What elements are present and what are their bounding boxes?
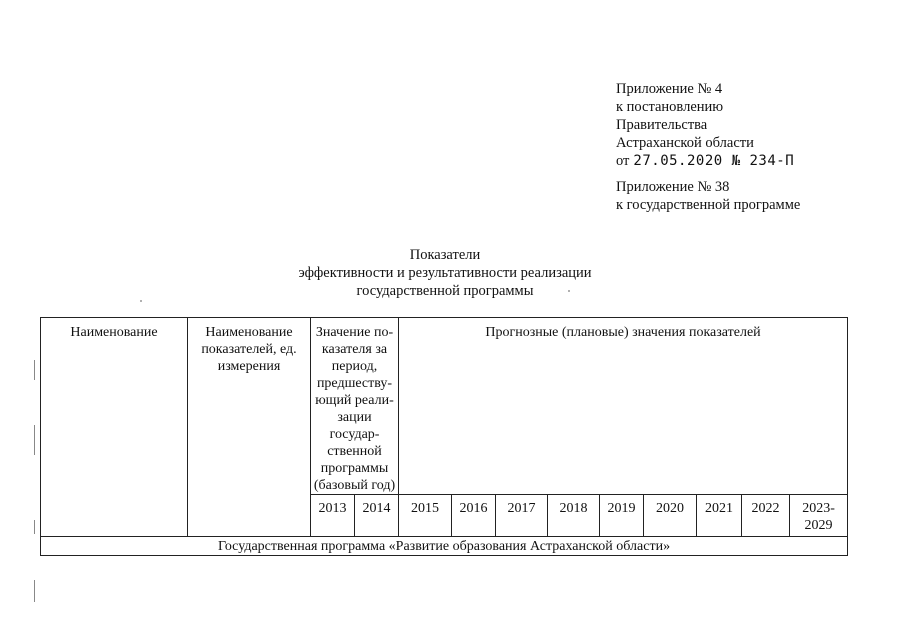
appendix-date-stamp: 27.05.2020 № 234-П xyxy=(633,153,795,169)
year-cell: 2016 xyxy=(452,495,496,537)
year-cell: 2020 xyxy=(644,495,697,537)
table-header-row xyxy=(41,318,848,495)
scan-mark xyxy=(34,580,35,602)
header-base-value: Значение по- казателя за период, предшеству- ющий реали- зации государ- ственной программы (базовый год) xyxy=(311,318,399,495)
appendix-header xyxy=(616,80,794,170)
year-cell: 2015 xyxy=(399,495,452,537)
year-cell: 2022 xyxy=(742,495,790,537)
title-line-1: Показатели xyxy=(409,247,481,263)
program-row xyxy=(41,537,848,556)
scan-dot xyxy=(140,300,142,302)
scan-mark xyxy=(34,360,35,380)
appendix-resolution: к постановлению xyxy=(616,99,724,115)
year-cell-last: 2023- 2029 xyxy=(790,495,848,537)
appendix-date-prefix: от xyxy=(616,153,630,169)
scan-mark xyxy=(34,425,35,455)
year-cell: 2021 xyxy=(697,495,742,537)
year-cell: 2019 xyxy=(600,495,644,537)
year-cell: 2014 xyxy=(355,495,399,537)
page-title xyxy=(240,246,650,300)
header-forecast: Прогнозные (плановые) значения показателей xyxy=(399,318,848,495)
indicators-table xyxy=(40,317,848,556)
scan-dot xyxy=(568,290,570,292)
year-cell: 2013 xyxy=(311,495,355,537)
program-name: Государственная программа «Развитие образования Астраханской области» xyxy=(41,537,848,556)
appendix-program-ref: к государственной программе xyxy=(616,197,801,213)
title-line-2: эффективности и результативности реализации xyxy=(298,265,592,281)
year-cell: 2018 xyxy=(548,495,600,537)
appendix-government: Правительства xyxy=(616,117,708,133)
appendix-region: Астраханской области xyxy=(616,135,754,151)
header-indicator: Наименование показателей, ед. измерения xyxy=(188,318,311,537)
appendix-date-line xyxy=(616,152,794,170)
appendix-program-header xyxy=(616,178,800,214)
year-cell: 2017 xyxy=(496,495,548,537)
title-line-3: государственной программы xyxy=(356,283,534,299)
appendix-number: Приложение № 4 xyxy=(616,81,723,97)
header-name: Наименование xyxy=(41,318,188,537)
appendix-program-number: Приложение № 38 xyxy=(616,179,730,195)
scan-mark xyxy=(34,520,35,534)
